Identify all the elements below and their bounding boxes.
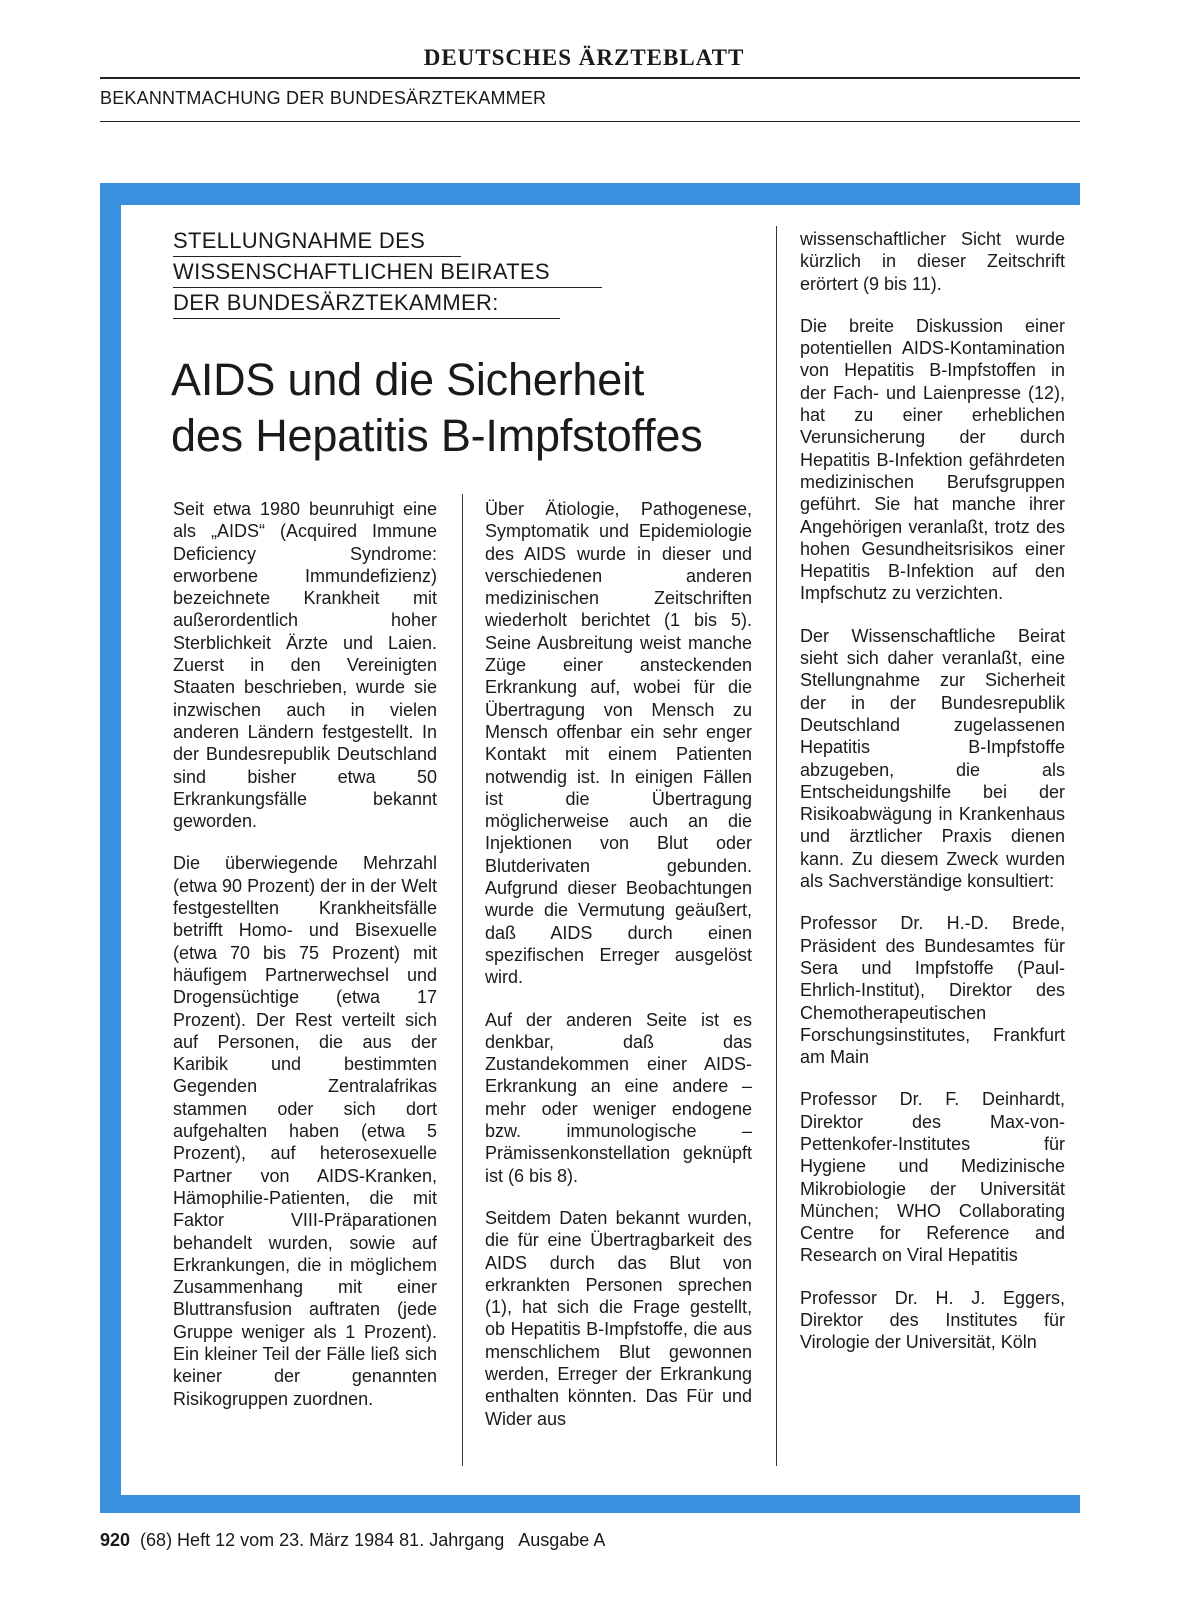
kicker-line: STELLUNGNAHME DES [173, 226, 461, 257]
text-column-3 [800, 228, 1065, 1374]
kicker-line: WISSENSCHAFTLICHEN BEIRATES [173, 257, 602, 288]
masthead-rule [100, 77, 1080, 79]
article-headline [171, 352, 781, 464]
paragraph: wissenschaftlicher Sicht wurde kürzlich in dieser Zeitschrift erörtert (9 bis 11). [800, 229, 1065, 294]
text-column-1 [173, 498, 437, 1430]
paragraph: Über Ätiologie, Pathogenese, Symptomatik und Epidemiologie des AIDS wurde in dieser und verschiedenen anderen medizinischen Zeitschriften wiederholt berichtet (1 bis 5). Seine Ausbreitung weist manche Züge einer ansteckenden Erkrankung auf, wobei für die Übertragung von Mensch zu Mensch offenbar ein sehr enger Kontakt mit einem Patienten notwendig ist. In einigen Fällen ist die Übertragung möglicherweise auch an die Injektionen von Blut oder Blutderivaten gebunden. Aufgrund dieser Beobachtungen wurde die Vermutung geäußert, daß AIDS durch einen spezifischen Erreger ausgelöst wird. [485, 499, 752, 988]
paragraph: Die überwiegende Mehrzahl (etwa 90 Prozent) der in der Welt festgestellten Krankheitsfälle betrifft Homo- und Bisexuelle (etwa 70 bis 75 Prozent) mit häufigem Partnerwechsel und Drogensüchtige (etwa 17 Prozent). Der Rest verteilt sich auf Personen, die aus der Karibik und bestimmten Gegenden Zentralafrikas stammen oder sich dort aufgehalten haben (etwa 5 Prozent), auf heterosexuelle Partner von AIDS-Kranken, Hämophilie-Patienten, die mit Faktor VIII-Präparationen behandelt wurden, sowie auf Erkrankungen, die in möglichem Zusammenhang mit einer Bluttransfusion auftraten (jede Gruppe weniger als 1 Prozent). Ein kleiner Teil der Fälle ließ sich keiner der genannten Risikogruppen zuordnen. [173, 853, 437, 1409]
edition-label: Ausgabe A [518, 1530, 606, 1550]
text-column-2 [485, 498, 752, 1450]
kicker-line: DER BUNDESÄRZTEKAMMER: [173, 288, 560, 319]
page-number: 920 [100, 1530, 131, 1550]
section-rule [100, 121, 1080, 122]
page-footer [100, 1528, 605, 1552]
paragraph: Der Wissenschaftliche Beirat sieht sich daher veranlaßt, eine Stellungnahme zur Sicherheit der in der Bundesrepublik Deutschland zugelassenen Hepatitis B-Impfstoffe abzugeben, die als Entscheidungshilfe bei der Risikoabwägung in Krankenhaus und ärztlicher Praxis dienen kann. Zu diesem Zweck wurden als Sachverständige konsultiert: [800, 625, 1065, 892]
paragraph: Professor Dr. F. Deinhardt, Direktor des Max-von-Pettenkofer-Institutes für Hygiene und Medizinische Mikrobiologie der Universität München; WHO Collaborating Centre for Reference and Research on Viral Hepatitis [800, 1089, 1065, 1266]
paragraph: Professor Dr. H. J. Eggers, Direktor des Institutes für Virologie der Universität, Köln [800, 1287, 1065, 1353]
article-kicker [173, 226, 603, 319]
headline-line: AIDS und die Sicherheit [171, 354, 645, 405]
paragraph: Seit etwa 1980 beunruhigt eine als „AIDS“ (Acquired Immune Deficiency Syndrome: erworbene Immundefizienz) bezeichnete Krankheit mit außerordentlich hoher Sterblichkeit Ärzte und Laien. Zuerst in den Vereinigten Staaten beschrieben, wurde sie inzwischen auch in vielen anderen Ländern festgestellt. In der Bundesrepublik Deutschland sind bisher etwa 50 Erkrankungsfälle bekannt geworden. [173, 499, 437, 832]
headline-line: des Hepatitis B-Impfstoffes [171, 410, 703, 461]
section-title: BEKANNTMACHUNG DER BUNDESÄRZTEKAMMER [100, 88, 547, 108]
paragraph: Die breite Diskussion einer potentiellen AIDS-Kontamination von Hepatitis B-Impfstoffen in der Fach- und Laienpresse (12), hat zu einer erheblichen Verunsicherung der durch Hepatitis B-Infektion gefährdeten medizinischen Berufsgruppen geführt. Sie hat manche ihrer Angehörigen veranlaßt, trotz des hohen Gesundheitsrisikos einer Hepatitis B-Infektion auf den Impfschutz zu verzichten. [800, 315, 1065, 604]
column-divider [776, 226, 777, 1466]
paragraph: Seitdem Daten bekannt wurden, die für eine Übertragbarkeit des AIDS durch das Blut von erkrankten Personen sprechen (1), hat sich die Frage gestellt, ob Hepatitis B-Impfstoffe, die aus menschlichem Blut gewonnen werden, Erreger der Erkrankung enthalten könnten. Das Für und Wider aus [485, 1207, 752, 1429]
issue-info: (68) Heft 12 vom 23. März 1984 81. Jahrgang [140, 1530, 505, 1550]
masthead-title: DEUTSCHES ÄRZTEBLATT [423, 45, 745, 70]
paragraph: Professor Dr. H.-D. Brede, Präsident des Bundesamtes für Sera und Impfstoffe (Paul-Ehrlich-Institut), Direktor des Chemotherapeutischen Forschungsinstitutes, Frankfurt am Main [800, 913, 1065, 1068]
column-divider [462, 494, 463, 1466]
paragraph: Auf der anderen Seite ist es denkbar, daß das Zustandekommen einer AIDS-Erkrankung an eine andere – mehr oder weniger endogene bzw. immunologische – Prämissenkonstellation geknüpft ist (6 bis 8). [485, 1009, 752, 1186]
